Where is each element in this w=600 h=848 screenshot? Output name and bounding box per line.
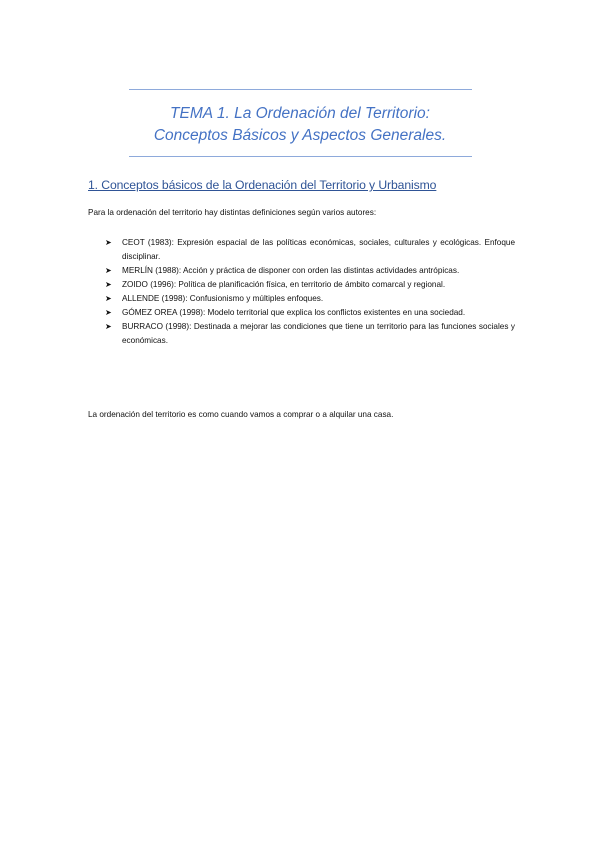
intro-paragraph: Para la ordenación del territorio hay distintas definiciones según varios autores:	[88, 208, 377, 217]
closing-paragraph: La ordenación del territorio es como cuando vamos a comprar o a alquilar una casa.	[88, 410, 394, 419]
arrowhead-bullet-icon: ➤	[105, 322, 112, 331]
list-item: ➤ MERLÍN (1988): Acción y práctica de disponer con orden las distintas actividades antrópicas.	[105, 264, 515, 278]
arrowhead-bullet-icon: ➤	[105, 280, 112, 289]
list-item: ➤ CEOT (1983): Expresión espacial de las políticas económicas, sociales, culturales y ecológicas. Enfoque disciplinar.	[105, 238, 515, 261]
list-item: ➤ BURRACO (1998): Destinada a mejorar las condiciones que tiene un territorio para las funciones sociales y económicas.	[105, 322, 515, 345]
arrowhead-bullet-icon: ➤	[105, 266, 112, 275]
title-top-rule	[129, 89, 472, 90]
list-item: ➤ ZOIDO (1996): Política de planificación física, en territorio de ámbito comarcal y regional.	[105, 278, 515, 292]
arrowhead-bullet-icon: ➤	[105, 308, 112, 317]
arrowhead-bullet-icon: ➤	[105, 294, 112, 303]
definitions-list	[105, 236, 515, 348]
list-item: ➤ ALLENDE (1998): Confusionismo y múltiples enfoques.	[105, 292, 515, 306]
title-line-2: Conceptos Básicos y Aspectos Generales.	[153, 127, 447, 144]
section-heading: 1. Conceptos básicos de la Ordenación del Territorio y Urbanismo	[88, 178, 437, 192]
list-item: ➤ GÓMEZ OREA (1998): Modelo territorial que explica los conflictos existentes en una sociedad.	[105, 306, 515, 320]
document-title	[100, 103, 500, 147]
arrowhead-bullet-icon: ➤	[105, 238, 112, 247]
title-bottom-rule	[129, 156, 472, 157]
title-line-1: TEMA 1. La Ordenación del Territorio:	[170, 105, 430, 122]
